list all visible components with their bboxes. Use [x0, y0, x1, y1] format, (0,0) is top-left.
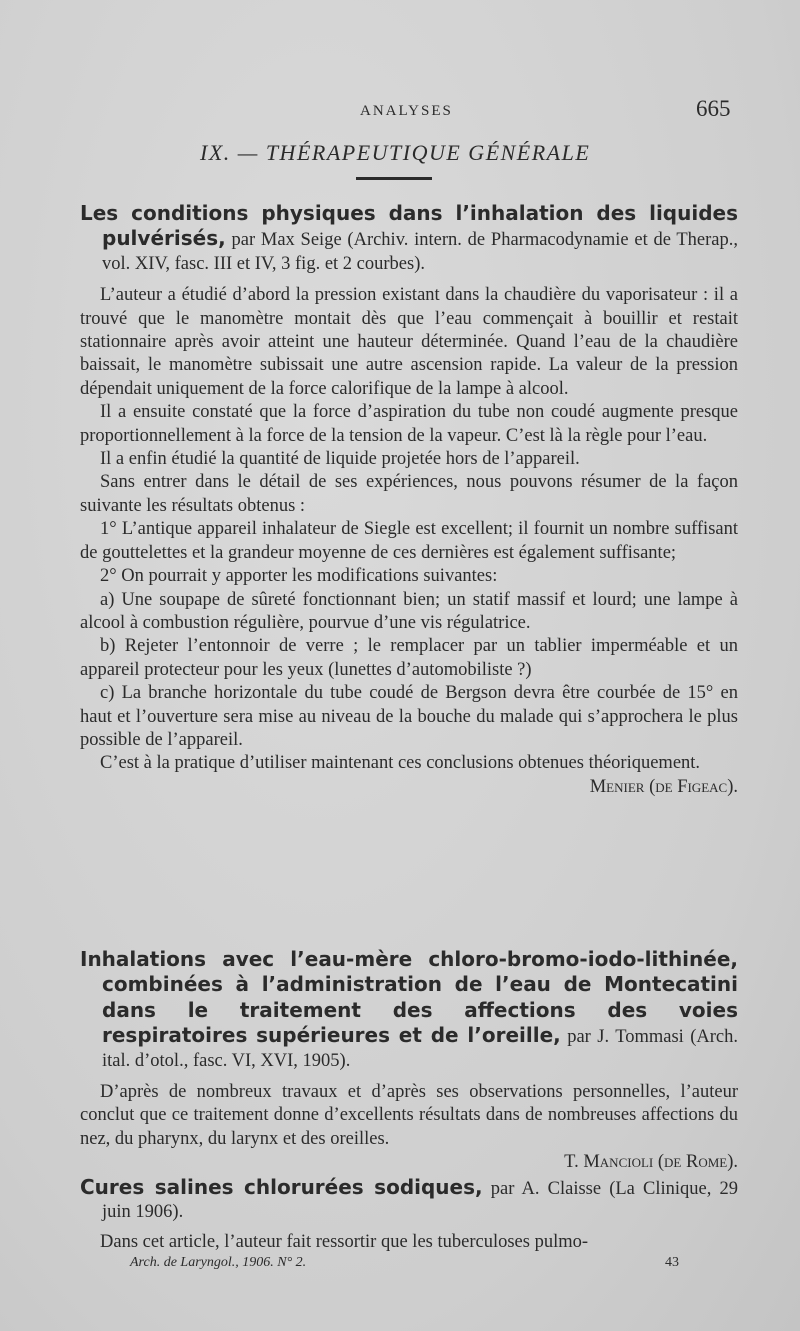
footer-journal: Arch. de Laryngol., 1906. N° 2. — [130, 1255, 307, 1270]
article-1 — [80, 202, 738, 799]
article-2-signature-text: T. Mancioli (de Rome). — [564, 1152, 738, 1173]
article-1-paragraph: a) Une soupape de sûreté fonctionnant bien; un statif massif et lourd; une lampe à alcool à combustion régulière, pourvue d’une vis régulatrice. — [80, 589, 738, 633]
article-3-paragraph: Dans cet article, l’auteur fait ressortir que les tuberculoses pulmo- — [100, 1231, 589, 1252]
article-2-title: Inhalations avec l’eau-mère chloro-bromo-iodo-lithinée, combinées à l’administration de l’eau de Montecatini dans le traitement des affections des voies respiratoires supérieures et de l’oreille, — [80, 947, 738, 1048]
page-number: 665 — [696, 96, 731, 121]
running-head: ANALYSES — [360, 103, 453, 119]
article-1-paragraph: Il a enfin étudié la quantité de liquide projetée hors de l’appareil. — [100, 449, 580, 470]
section-title: IX. — THÉRAPEUTIQUE GÉNÉRALE — [200, 140, 591, 165]
article-2-paragraph: D’après de nombreux travaux et d’après ses observations personnelles, l’auteur conclut que ce traitement donne d’excellents résultats dans de nombreuses affections du nez, du pharynx, du larynx et des oreilles. — [80, 1082, 738, 1149]
article-2 — [80, 948, 738, 1175]
article-1-paragraph: 2° On pourrait y apporter les modifications suivantes: — [100, 566, 498, 587]
article-3 — [80, 1176, 738, 1254]
article-1-paragraph: L’auteur a étudié d’abord la pression existant dans la chaudière du vaporisateur : il a trouvé que le manomètre montait dès que l’eau commençait à bouillir et restait stationnaire après avoir atteint une hauteur déterminée. Quand l’eau de la chaudière baissait, le manomètre subissait une autre ascension rapide. La valeur de la pression dépendait uniquement de la force calorifique de la lampe à alcool. — [80, 285, 738, 399]
section-rule — [356, 177, 432, 180]
article-1-paragraph: b) Rejeter l’entonnoir de verre ; le remplacer par un tablier imperméable et un appareil protecteur pour les yeux (lunettes d’automobiliste ?) — [80, 636, 738, 680]
article-1-paragraph: c) La branche horizontale du tube coudé de Bergson devra être courbée de 15° en haut et l’ouverture sera mise au niveau de la bouche du malade qui s’approchera le plus possible de l’appareil. — [80, 683, 738, 750]
article-1-paragraph: C’est à la pratique d’utiliser maintenant ces conclusions obtenues théoriquement. — [100, 753, 701, 774]
footer-signature-mark: 43 — [665, 1255, 679, 1270]
article-1-paragraph: Il a ensuite constaté que la force d’aspiration du tube non coudé augmente presque proportionnellement à la force de la tension de la vapeur. C’est là la règle pour l’eau. — [80, 402, 738, 446]
article-2-signature — [80, 1151, 738, 1174]
article-3-byline: par A. Claisse (La Clinique, 29 juin 1906). — [102, 1179, 738, 1223]
article-1-signature — [80, 776, 738, 799]
article-1-byline: par Max Seige (Archiv. intern. de Pharmacodynamie et de Therap., vol. XIV, fasc. III et IV, 3 fig. et 2 courbes). — [102, 230, 739, 274]
page-header — [0, 96, 800, 126]
article-1-title: Les conditions physiques dans l’inhalation des liquides pulvérisés, — [80, 201, 738, 251]
article-1-paragraph: Sans entrer dans le détail de ses expériences, nous pouvons résumer de la façon suivante les résultats obtenus : — [80, 472, 738, 516]
article-1-heading — [80, 202, 738, 276]
article-2-byline: par J. Tommasi (Arch. ital. d’otol., fasc. VI, XVI, 1905). — [102, 1027, 739, 1071]
article-1-signature-text: Menier (de Figeac). — [589, 776, 738, 797]
article-3-heading — [80, 1176, 738, 1225]
article-2-heading — [80, 948, 738, 1073]
article-1-paragraph: 1° L’antique appareil inhalateur de Siegle est excellent; il fournit un nombre suffisant de gouttelettes et la grandeur moyenne de ces dernières est également suffisante; — [80, 519, 738, 563]
article-3-title: Cures salines chlorurées sodiques, — [80, 1175, 483, 1199]
